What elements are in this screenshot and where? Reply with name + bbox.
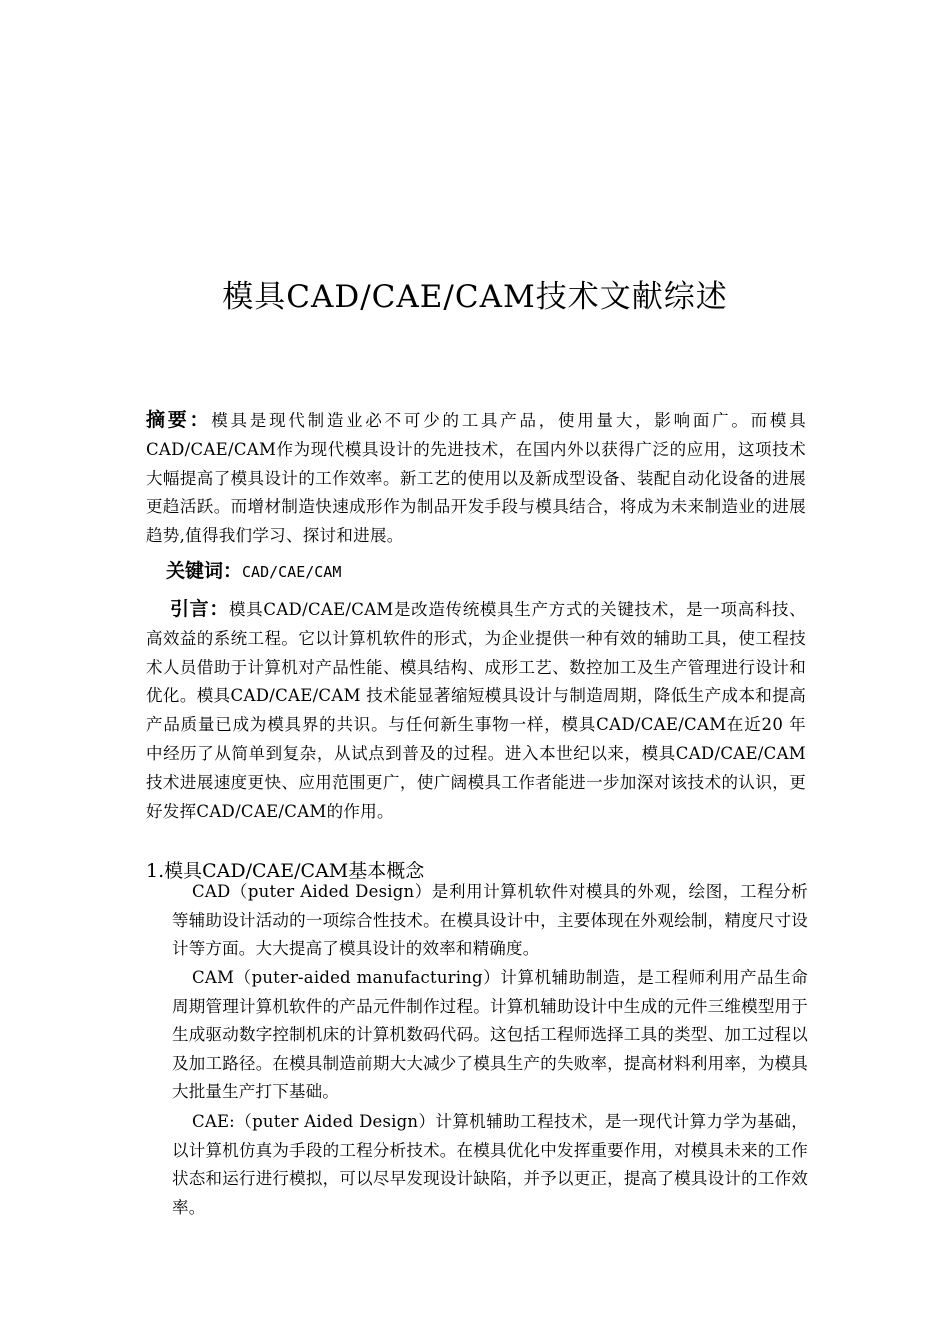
abstract-label: 摘要： bbox=[146, 409, 212, 431]
introduction-paragraph bbox=[146, 595, 806, 826]
cam-paragraph: CAM（puter-aided manufacturing）计算机辅助制造，是工程师利用产品生命周期管理计算机软件的产品元件制作过程。计算机辅助设计中生成的元件三维模型用于生成驱动数字控制机床的计算机数码代码。这包括工程师选择工具的类型、加工过程以及加工路径。在模具制造前期大大减少了模具生产的失败率，提高材料利用率，为模具大批量生产打下基础。 bbox=[172, 968, 808, 1102]
keywords-line bbox=[166, 557, 341, 586]
section-heading: 1.模具CAD/CAE/CAM基本概念 bbox=[146, 860, 425, 882]
introduction-label: 引言： bbox=[170, 598, 230, 620]
document-title: 模具CAD/CAE/CAM技术文献综述 bbox=[222, 279, 728, 315]
cae-paragraph: CAE:（puter Aided Design）计算机辅助工程技术，是一现代计算力学为基础，以计算机仿真为手段的工程分析技术。在模具优化中发挥重要作用，对模具未来的工作状态和运行进行模拟，可以尽早发现设计缺陷，并予以更正，提高了模具设计的工作效率。 bbox=[172, 1112, 808, 1217]
keywords-text: CAD/CAE/CAM bbox=[242, 563, 342, 581]
keywords-label: 关键词： bbox=[166, 560, 243, 582]
abstract-text: 模具是现代制造业必不可少的工具产品，使用量大，影响面广。而模具CAD/CAE/CAM作为现代模具设计的先进技术，在国内外以获得广泛的应用，这项技术大幅提高了模具设计的工作效率。新工艺的使用以及新成型设备、装配自动化设备的进展更趋活跃。而增材制造快速成形作为制品开发手段与模具结合，将成为未来制造业的进展趋势,值得我们学习、探讨和进展。 bbox=[146, 411, 806, 546]
cad-paragraph: CAD（puter Aided Design）是利用计算机软件对模具的外观，绘图，工程分析等辅助设计活动的一项综合性技术。在模具设计中，主要体现在外观绘制，精度尺寸设计等方面。大大提高了模具设计的效率和精确度。 bbox=[172, 882, 808, 959]
introduction-text: 模具CAD/CAE/CAM是改造传统模具生产方式的关键技术，是一项高科技、高效益的系统工程。它以计算机软件的形式，为企业提供一种有效的辅助工具，使工程技术人员借助于计算机对产品性能、模具结构、成形工艺、数控加工及生产管理进行设计和优化。模具CAD/CAE/CAM 技术能显著缩短模具设计与制造周期，降低生产成本和提高产品质量已成为模具界的共识。与任何新生事物一样，模具CAD/CAE/CAM在近20 年中经历了从简单到复杂，从试点到普及的过程。进入本世纪以来，模具CAD/CAE/CAM技术进展速度更快、应用范围更广，使广阔模具工作者能进一步加深对该技术的认识，更好发挥CAD/CAE/CAM的作用。 bbox=[146, 600, 806, 821]
abstract-paragraph bbox=[146, 406, 806, 551]
